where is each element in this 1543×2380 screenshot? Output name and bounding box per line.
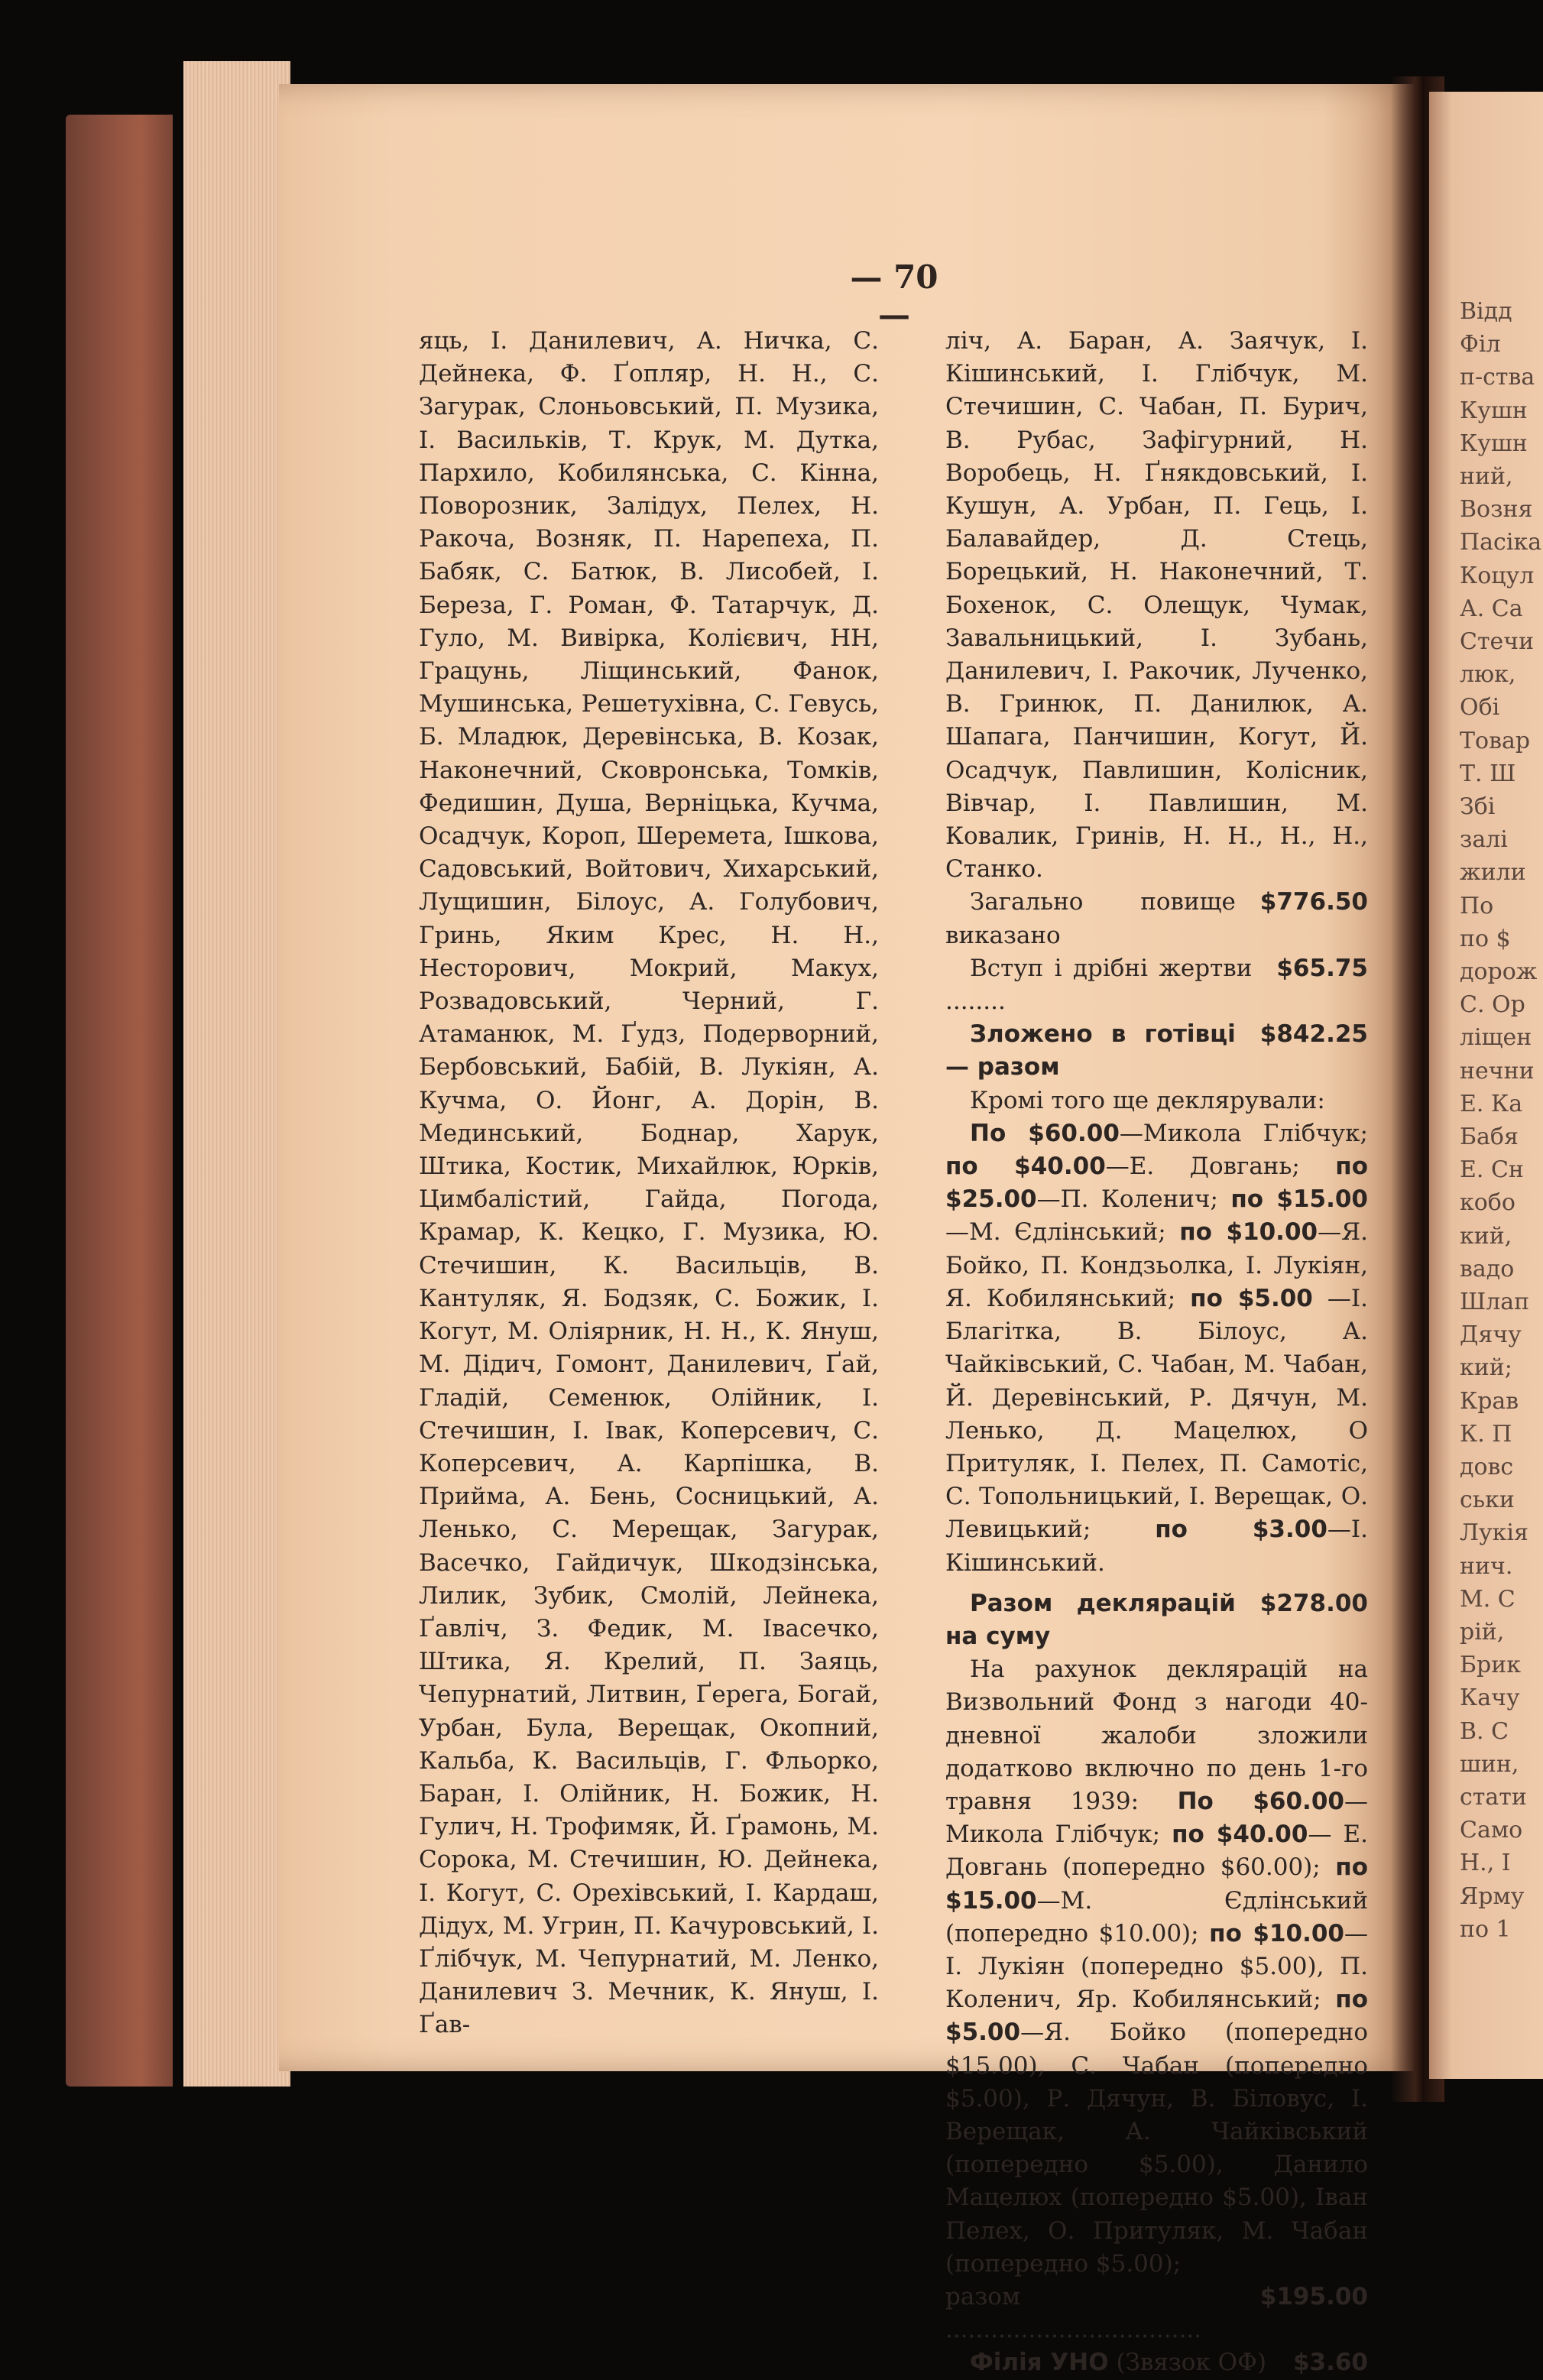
fund-intro: На рахунок деклярацій на Визвольний Фонд з нагоди 40-дневної жалоби зложили додатково включно по день 1-го травня 1939: bbox=[945, 1655, 1368, 1815]
adjacent-page-text: Само bbox=[1460, 1817, 1523, 1844]
entry-fee-line bbox=[945, 952, 1368, 1018]
adjacent-page-text: Возня bbox=[1460, 496, 1533, 524]
fund-item-names: —Микола Глібчук; bbox=[945, 1787, 1368, 1849]
fund-item-names: —Я. Бойко (попередно $15.00), С. Чабан (попередно $5.00), Р. Дячун, В. Біловус, І. Верещак, А. Чайківський (попередно $5.00), Данило Мацелюх (попередно $5.00), Іван Пелех, О. Притуляк, М. Чабан (попередно $5.00); bbox=[945, 2018, 1368, 2278]
right-column bbox=[945, 325, 1368, 2380]
adjacent-page-text: кий; bbox=[1460, 1354, 1512, 1382]
adjacent-page-text: по $ bbox=[1460, 925, 1511, 952]
adjacent-page-text: кобо bbox=[1460, 1189, 1515, 1217]
branch-label: Філія УНО bbox=[970, 2349, 1109, 2377]
adjacent-page-text: Бабя bbox=[1460, 1124, 1519, 1150]
adjacent-page-text: Товар bbox=[1460, 727, 1531, 754]
adjacent-page-text: кий, bbox=[1460, 1222, 1512, 1250]
adjacent-page-text: Е. Ка bbox=[1460, 1090, 1523, 1117]
declaration-amount: по $3.00 bbox=[1155, 1516, 1327, 1544]
adjacent-page-text: Кушн bbox=[1460, 430, 1528, 457]
fund-total-value: $195.00 bbox=[1259, 2282, 1368, 2310]
adjacent-page-text: Шлап bbox=[1460, 1289, 1530, 1315]
donor-names-paragraph: яць, І. Данилевич, А. Ничка, С. Дейнека, Ф. Ґопляр, Н. Н., С. Загурак, Слоньовський, П. Музика, І. Васильків, Т. Крук, М. Дутка, Пархило, Кобилянська, С. Кінна, Поворозник, Залідух, Пелех, Н. Ракоча, Возняк, П. Нарепеха, П. Бабяк, С. Батюк, В. Лисобей, І. Береза, Г. Роман, Ф. Татарчук, Д. Гуло, М. Вивірка, Колієвич, НН, Грацунь, Ліщинський, Фанок, Мушинська, Решетухівна, С. Гевусь, Б. Младюк, Деревінська, В. Козак, Наконечний, Сковронська, Томків, Федишин, Душа, Верніцька, Кучма, Осадчук, Короп, Шеремета, Ішкова, Садовський, Войтович, Хихарський, Лущишин, Білоус, А. Голубович, Гринь, Яким Крес, Н. Н., Несторович, Мокрий, Макух, Розвадовський, Черний, Г. Атаманюк, М. Ґудз, Подерворний, Бербовський, Бабій, В. Лукіян, А. Кучма, О. Йонг, А. Дорін, В. Мединський, Боднар, Харук, Штика, Костик, Михайлюк, Юрків, Цимбалістий, Гайда, Погода, Крамар, К. Кецко, Г. Музика, Ю. Стечишин, К. Васильців, В. Кантуляк, Я. Бодзяк, С. Божик, І. Когут, М. Оліярник, Н. Н., К. Януш, М. Дідич, Гомонт, Данилевич, Ґай, Гладій, Семенюк, Олійник, І. Стечишин, І. Івак, Коперсевич, С. Коперсевич, А. Карпішка, В. Прийма, А. Бень, Сосницький, А. Ленько, С. Мерещак, Загурак, Васечко, Гайдичук, Шкодзінська, Лилик, Зубик, Смолій, Лейнека, Ґавліч, З. Федик, М. Івасечко, Штика, Я. Крелий, П. Заяць, Чепурнатий, Литвин, Ґерега, Богай, Урбан, Була, Верещак, Окопний, Кальба, К. Васильців, Г. Фльорко, Баран, І. Олійник, Н. Божик, Н. Гулич, Н. Трофимяк, Й. Ґрамонь, М. Сорока, М. Стечишин, Ю. Дейнека, І. Когут, С. Орехівський, І. Кардаш, Дідух, М. Угрин, П. Качуровський, І. Ґлібчук, М. Чепурнатий, М. Ленко, Данилевич З. Мечник, К. Януш, І. Ґав- bbox=[419, 327, 879, 2039]
adjacent-page-text: Збі bbox=[1460, 793, 1496, 820]
adjacent-page-text: Брик bbox=[1460, 1652, 1521, 1679]
adjacent-page-fragment bbox=[1429, 92, 1543, 2079]
adjacent-page-text: Т. Ш bbox=[1460, 760, 1516, 787]
adjacent-page-text: по 1 bbox=[1460, 1915, 1511, 1943]
adjacent-page-text: жили bbox=[1460, 859, 1526, 887]
total-shown-line bbox=[945, 886, 1368, 952]
adjacent-page-text: Пасіка bbox=[1460, 529, 1542, 556]
declaration-amount: по $10.00 bbox=[1179, 1218, 1318, 1247]
adjacent-page-text: Качу bbox=[1460, 1684, 1520, 1712]
adjacent-page-text: вадо bbox=[1460, 1255, 1515, 1282]
page-number: — 70 — bbox=[850, 258, 938, 333]
fund-item-amount: По $60.00 bbox=[1177, 1787, 1344, 1815]
adjacent-page-text: Кушн bbox=[1460, 397, 1528, 424]
adjacent-page-text: залі bbox=[1460, 826, 1508, 854]
adjacent-page-text: ліщен bbox=[1460, 1024, 1532, 1052]
declaration-names: —Я. Бойко, П. Кондзьолка, І. Лукіян, Я. Кобилянський; bbox=[945, 1218, 1368, 1312]
adjacent-page-text: ськи bbox=[1460, 1487, 1515, 1514]
cash-total-value: $842.25 bbox=[1259, 1020, 1368, 1049]
book-edge bbox=[66, 115, 173, 2087]
declared-total-value: $278.00 bbox=[1259, 1589, 1368, 1617]
declaration-names: —І. Кішинський. bbox=[945, 1516, 1368, 1577]
declared-total-line bbox=[945, 1587, 1368, 1653]
adjacent-page-text: Лукія bbox=[1460, 1519, 1528, 1547]
fund-item-names: —М. Єдлінський (попередно $10.00); bbox=[945, 1886, 1368, 1947]
fund-total-line bbox=[945, 2281, 1368, 2346]
adjacent-page-text: Відд bbox=[1460, 298, 1512, 325]
fund-item-names: — Е. Довгань (попередно $60.00); bbox=[945, 1821, 1368, 1882]
declaration-amount: по $25.00 bbox=[945, 1153, 1368, 1214]
adjacent-page-text: По bbox=[1460, 892, 1494, 919]
donor-names-continuation: ліч, А. Баран, А. Заячук, І. Кішинський, І. Глібчук, М. Стечишин, С. Чабан, П. Бурич, В. Рубас, Зафігурний, Н. Воробець, Н. Ґнякдовський, І. Кушун, А. Урбан, П. Гець, І. Балавайдер, Д. Стець, Борецький, Н. Наконечний, Т. Бохенок, С. Олещук, Чумак, Завальницький, І. Зубань, Данилевич, І. Ракочик, Лученко, В. Гринюк, П. Данилюк, А. Шапага, Панчишин, Когут, Й. Осадчук, Павлишин, Колісник, Вівчар, І. Павлишин, М. Ковалик, Гринів, Н. Н., Н., Н., Станко. bbox=[945, 327, 1368, 884]
adjacent-page-text: люк, bbox=[1460, 661, 1516, 689]
adjacent-page-text: шин, bbox=[1460, 1750, 1519, 1778]
adjacent-page-text: п-ства bbox=[1460, 364, 1535, 391]
fund-item-amount: по $10.00 bbox=[1209, 1919, 1344, 1947]
adjacent-page-text: рій, bbox=[1460, 1619, 1505, 1646]
declaration-amount: По $60.00 bbox=[970, 1119, 1120, 1147]
adjacent-page-text: Крав bbox=[1460, 1387, 1519, 1415]
entry-fee-value: $65.75 bbox=[1276, 954, 1368, 982]
declared-intro: Кромі того ще деклярували: bbox=[970, 1086, 1325, 1114]
branch-note: (Звязок ОФ) bbox=[1116, 2349, 1266, 2377]
declaration-names: —М. Єдлінський; bbox=[945, 1218, 1180, 1247]
adjacent-page-text: Обі bbox=[1460, 694, 1500, 721]
declaration-names: —П. Коленич; bbox=[1036, 1185, 1231, 1214]
fund-item-amount: по $5.00 bbox=[945, 1986, 1368, 2047]
fund-total-label: разом .................................. bbox=[945, 2282, 1202, 2344]
adjacent-page-text: Філ bbox=[1460, 331, 1501, 358]
declaration-names: —І. Благітка, В. Білоус, А. Чайківський, С. Чабан, М. Чабан, Й. Деревінський, Р. Дячун, М. Ленько, Д. Мацелюх, О Притуляк, І. Пелех, П. Самотіс, С. Топольницький, І. Верещак, О. Левицький; bbox=[945, 1284, 1368, 1544]
adjacent-page-text: А. Са bbox=[1460, 595, 1523, 622]
liberation-fund-paragraph bbox=[945, 1653, 1368, 2281]
declaration-amount: по $40.00 bbox=[945, 1153, 1106, 1181]
adjacent-page-text: ний, bbox=[1460, 463, 1513, 490]
adjacent-page-text: Стечи bbox=[1460, 628, 1535, 655]
cash-total-line bbox=[945, 1018, 1368, 1084]
adjacent-page-text: С. Ор bbox=[1460, 991, 1525, 1019]
adjacent-page-text: Дячу bbox=[1460, 1321, 1522, 1349]
adjacent-page-text: К. П bbox=[1460, 1420, 1512, 1448]
declaration-names: —Е. Довгань; bbox=[1105, 1153, 1336, 1181]
declaration-names: —Микола Глібчук; bbox=[1119, 1119, 1368, 1147]
branch-line bbox=[945, 2346, 1368, 2379]
fund-item-amount: по $15.00 bbox=[945, 1853, 1368, 1915]
adjacent-page-text: дорож bbox=[1460, 958, 1538, 985]
total-shown-value: $776.50 bbox=[1259, 888, 1368, 916]
adjacent-page-text: довс bbox=[1460, 1454, 1514, 1480]
declared-total-label: Разом деклярацій на суму bbox=[945, 1589, 1236, 1650]
adjacent-page-text: Е. Сн bbox=[1460, 1156, 1524, 1184]
adjacent-page-text: Н., І bbox=[1460, 1850, 1511, 1877]
adjacent-page-text: В. С bbox=[1460, 1717, 1509, 1745]
declarations-paragraph bbox=[945, 1117, 1368, 1580]
declaration-amount: по $5.00 bbox=[1190, 1284, 1313, 1312]
total-shown-label: Загально повище виказано bbox=[945, 888, 1236, 949]
adjacent-page-text: Ярму bbox=[1460, 1882, 1525, 1910]
fund-item-amount: по $40.00 bbox=[1172, 1821, 1308, 1849]
left-column bbox=[419, 325, 879, 2042]
cash-total-label: Зложено в готівці — разом bbox=[945, 1020, 1236, 1081]
declaration-amount: по $15.00 bbox=[1230, 1185, 1368, 1214]
adjacent-page-text: нич. bbox=[1460, 1552, 1513, 1580]
adjacent-page-text: М. С bbox=[1460, 1585, 1515, 1613]
adjacent-page-text: нечни bbox=[1460, 1057, 1535, 1085]
entry-fee-label: Вступ і дрібні жертви ........ bbox=[945, 954, 1253, 1016]
page-stack-edge bbox=[183, 61, 290, 2087]
adjacent-page-text: стати bbox=[1460, 1784, 1527, 1811]
branch-value: $3.60 bbox=[1292, 2349, 1368, 2377]
adjacent-page-text: Коцул bbox=[1460, 562, 1535, 589]
fund-item-names: —І. Лукіян (попередно $5.00), П. Коленич, Яр. Кобилянський; bbox=[945, 1919, 1368, 2014]
